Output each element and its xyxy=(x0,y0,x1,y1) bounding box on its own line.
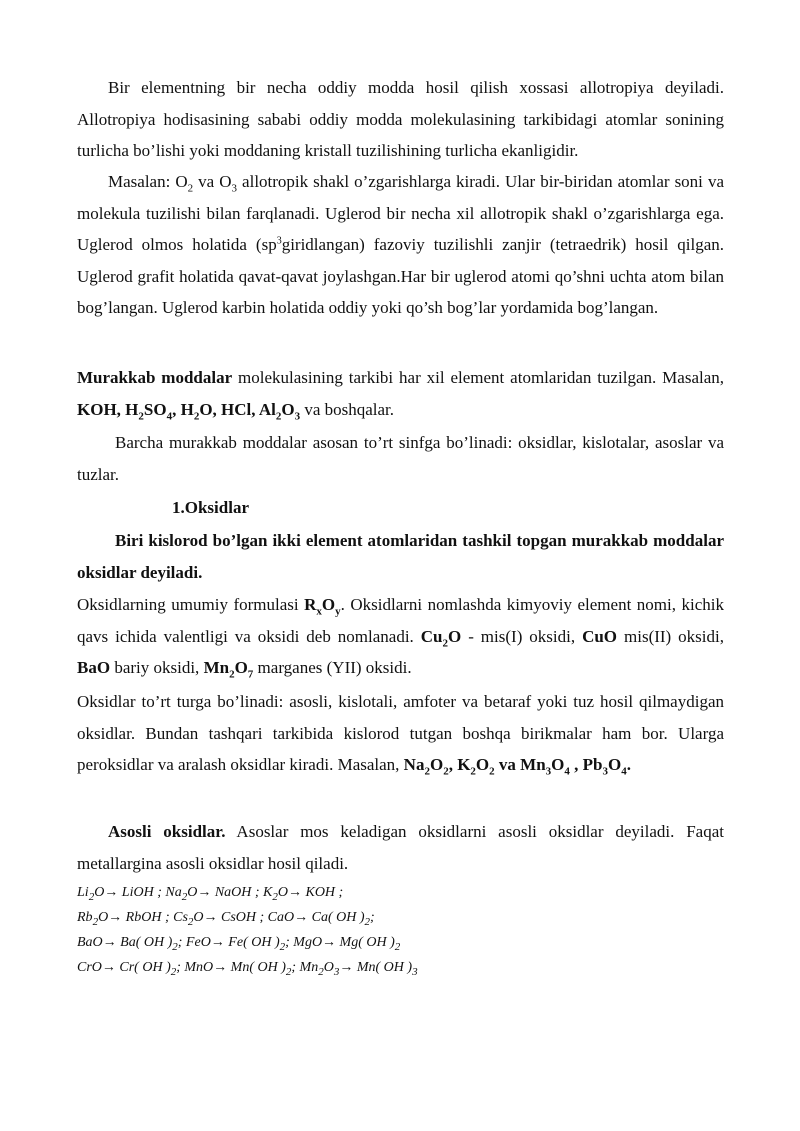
text-span: O xyxy=(234,658,248,677)
formula-line-2 xyxy=(77,909,375,927)
text-span: KOH, H xyxy=(77,399,139,419)
text-span: . Oksidlarni nomlashda kimyoviy element nomi, kichik qavs ichida valentligi va oksidi deb nomlanadi. xyxy=(77,595,724,646)
general-formula xyxy=(304,595,341,618)
text-span: Pb xyxy=(582,755,603,774)
formula-mn2o7 xyxy=(203,658,254,681)
subscript: 2 xyxy=(489,765,495,778)
text-span: mis(II) oksidi, xyxy=(617,626,724,646)
text-span: O xyxy=(281,399,295,419)
subscript: 2 xyxy=(442,636,448,649)
subscript: 2 xyxy=(138,409,144,422)
peroxide-formulas xyxy=(403,755,631,778)
text-span: Oksidlar to’rt turga bo’linadi: asosli, kislotali, amfoter va betaraf yoki tuz hosil qilmaydigan oksidlar. Bundan tashqari tarkibida kislorod tutgan boshqa birikmalar ham bor. Ularga peroksidlar va aralash oksidlar kiradi. Masalan, xyxy=(77,692,724,774)
bold-term: Asosli oksidlar. xyxy=(108,822,226,841)
subscript: 2 xyxy=(394,940,401,953)
subscript: 2 xyxy=(181,890,188,903)
text-span: O→ LiOH ; Na xyxy=(94,885,182,900)
text-span: O→ NaOH ; K xyxy=(187,885,273,900)
subscript: 4 xyxy=(166,409,173,422)
text-span: ; MnO→ Mn( OH ) xyxy=(176,960,286,975)
text-span: → Mn( OH ) xyxy=(339,960,413,975)
text-span: O xyxy=(551,755,565,774)
subscript: 2 xyxy=(187,915,194,928)
text-span: O→ RbOH ; Cs xyxy=(98,910,188,925)
text-span: Mn xyxy=(515,755,546,774)
formula-line-1 xyxy=(77,884,343,902)
text-span: - mis(I) oksidi, xyxy=(461,626,583,646)
section-heading: 1.Oksidlar xyxy=(172,498,249,517)
formula-cu2o xyxy=(420,626,462,649)
formula-bao: BaO xyxy=(77,658,111,677)
subscript: 2 xyxy=(364,915,371,928)
oxide-definition-paragraph xyxy=(77,525,724,588)
text-span: marganes (YII) oksidi. xyxy=(253,658,412,677)
text-span: ; FeO→ Fe( OH ) xyxy=(177,935,280,950)
subscript: 2 xyxy=(285,965,292,978)
subscript: 2 xyxy=(272,890,278,903)
subscript: 2 xyxy=(318,965,324,978)
text-span: giridlangan) fazoviy tuzilishli zanjir (tetraedrik) hosil qilgan. Uglerod grafit holatida qavat-qavat joylashgan.Har bir uglerod atomi qo’shni uchta atom bilan bog’langan. Uglerod karbin holatida oddiy yoki qo’sh bog’lar yordamida bog’langan. xyxy=(77,235,724,317)
text-span: Oksidlarning umumiy formulasi xyxy=(77,595,305,614)
subscript: 3 xyxy=(333,965,340,978)
text-span: Li xyxy=(77,885,89,900)
text-span: va xyxy=(494,755,516,774)
subscript: 2 xyxy=(170,965,177,978)
text-span: allotropik shakl o’zgarishlarga kiradi. Ular bir-biridan atomlar soni va molekula tuzilishi bilan farqlanadi. Uglerod bir necha xil allotropik shakl o’zgarishlarga ega. Uglerod olmos holatida (sp xyxy=(77,172,724,254)
text-span: Asoslar mos keladigan oksidlarni asosli oksidlar deyiladi. Faqat metallargina asosli oksidlar hosil qiladi. xyxy=(77,822,724,873)
subscript: 3 xyxy=(231,182,238,195)
formula-line-4 xyxy=(77,959,418,977)
text-span: R xyxy=(304,595,317,614)
subscript: 7 xyxy=(247,668,254,681)
subscript: 2 xyxy=(229,668,235,681)
subscript: 2 xyxy=(443,765,449,778)
formula-cuo: CuO xyxy=(582,626,618,646)
allotropy-text: Bir elementning bir necha oddiy modda hosil qilish xossasi allotropiya deyiladi. Allotropiya hodisasining sababi oddiy modda molekulasining tarkibidagi atomlar sonining turlicha bo’lishi yoki moddaning kristall tuzilishining turlicha ekanligidir. xyxy=(77,78,724,160)
text-span: SO xyxy=(143,399,167,419)
text-span: O xyxy=(429,755,444,774)
text-span: O xyxy=(475,755,490,774)
subscript: 3 xyxy=(294,409,301,422)
text-span: va boshqalar. xyxy=(300,399,395,419)
text-span: , H xyxy=(172,399,194,419)
superscript: 3 xyxy=(276,235,282,247)
text-span: Mn xyxy=(203,658,230,677)
allotropy-paragraph xyxy=(77,72,724,167)
text-span: Masalan: O xyxy=(108,172,188,191)
subscript: 2 xyxy=(279,940,286,953)
allotropy-example-paragraph xyxy=(77,166,724,324)
classes-text: Barcha murakkab moddalar asosan to’rt sinfga bo’linadi: oksidlar, kislotalar, asoslar va tuzlar. xyxy=(77,433,724,484)
text-span: ; xyxy=(370,910,375,925)
text-span: . xyxy=(626,755,631,774)
subscript: 3 xyxy=(602,765,608,778)
subscript: 3 xyxy=(545,765,552,778)
subscript: 2 xyxy=(275,409,282,422)
text-span: BaO→ Ba( OH ) xyxy=(77,935,173,950)
text-span: O, HCl, Al xyxy=(199,399,276,419)
subscript: x xyxy=(316,605,322,618)
text-span: ; MgO→ Mg( OH ) xyxy=(285,935,395,950)
text-span: O→ CsOH ; CaO→ Ca( OH ) xyxy=(193,910,365,925)
formula-list xyxy=(77,399,301,422)
oxide-formula-paragraph xyxy=(77,589,724,684)
subscript: 2 xyxy=(92,915,99,928)
formula-line-3 xyxy=(77,934,400,952)
complex-substances-paragraph xyxy=(77,362,724,425)
oxide-definition-text: Biri kislorod bo’lgan ikki element atomlaridan tashkil topgan murakkab moddalar oksidlar deyiladi. xyxy=(77,531,724,582)
subscript: 2 xyxy=(172,940,178,953)
text-span: molekulasining tarkibi har xil element atomlaridan tuzilgan. Masalan, xyxy=(232,368,725,387)
oxide-types-paragraph xyxy=(77,686,724,781)
subscript: 2 xyxy=(88,890,95,903)
text-span: O xyxy=(448,626,462,646)
text-span: , xyxy=(569,755,583,774)
subscript: 4 xyxy=(564,765,570,778)
text-span: O xyxy=(321,595,336,614)
subscript: 4 xyxy=(621,765,627,778)
text-span: Na xyxy=(403,755,425,774)
text-span: , xyxy=(448,755,458,774)
text-span: O→ KOH ; xyxy=(277,885,344,900)
text-span: Cu xyxy=(420,626,443,646)
text-span: O xyxy=(607,755,622,774)
subscript: 2 xyxy=(187,182,194,195)
text-span: CrO→ Cr( OH ) xyxy=(77,960,171,975)
classes-paragraph xyxy=(77,427,724,490)
subscript: y xyxy=(335,605,341,618)
text-span: va O xyxy=(193,172,232,191)
subscript: 2 xyxy=(424,765,430,778)
subscript: 3 xyxy=(412,965,418,978)
subscript: 2 xyxy=(193,409,200,422)
text-span: K xyxy=(457,755,471,774)
text-span: ; Mn xyxy=(291,960,319,975)
subscript: 2 xyxy=(470,765,476,778)
basic-oxides-paragraph xyxy=(77,816,724,879)
text-span: bariy oksidi, xyxy=(110,658,204,677)
bold-term: Murakkab moddalar xyxy=(77,368,233,387)
text-span: Rb xyxy=(77,910,93,925)
text-span: O xyxy=(323,960,334,975)
